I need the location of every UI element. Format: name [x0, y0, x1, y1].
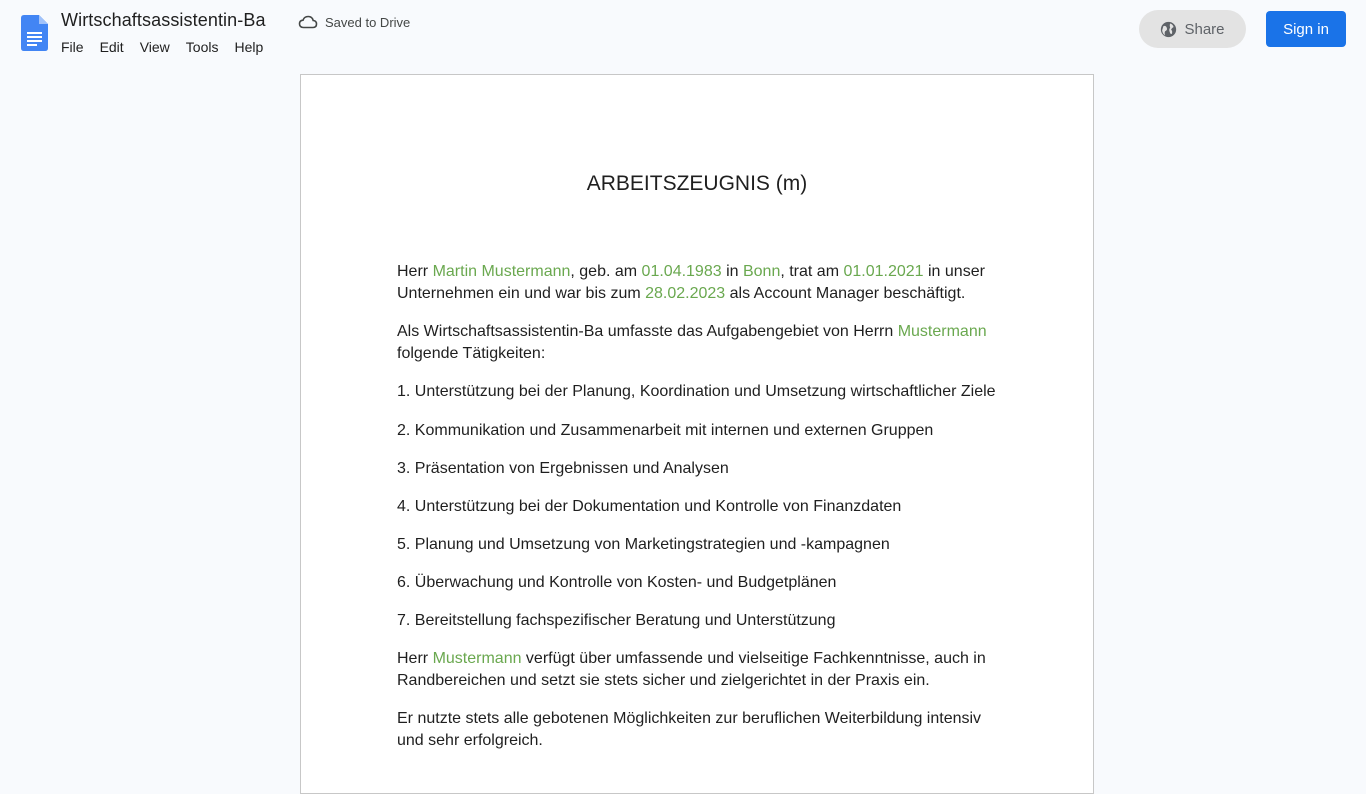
menu-view[interactable]: View: [139, 39, 170, 55]
menu-help[interactable]: Help: [234, 39, 264, 55]
task-item: 5. Planung und Umsetzung von Marketingstrategien und -kampagnen: [397, 536, 890, 553]
document-page[interactable]: [300, 74, 1094, 794]
text-segment: verfügt über umfassende und vielseitige Fachkenntnisse, auch in Randbereichen und setzt sie stets sicher und zielgerichtet in der Praxis ein.: [397, 650, 986, 689]
birth-date: 01.04.1983: [641, 263, 722, 280]
paragraph-training: Er nutzte stets alle gebotenen Möglichkeiten zur beruflichen Weiterbildung intensiv und sehr erfolgreich.: [397, 710, 982, 749]
paragraph-expertise: [397, 648, 1007, 692]
sign-in-button[interactable]: Sign in: [1266, 11, 1346, 47]
globe-icon: [1160, 21, 1177, 38]
text-segment: Herr: [397, 650, 433, 667]
paragraph-employment: [397, 261, 1007, 305]
end-date: 28.02.2023: [645, 285, 726, 302]
task-item: 6. Überwachung und Kontrolle von Kosten- und Budgetplänen: [397, 574, 837, 591]
cloud-done-icon: [298, 13, 318, 31]
text-segment: in unser Unternehmen ein und war bis zum: [397, 263, 985, 302]
employee-surname: Mustermann: [432, 650, 522, 667]
google-docs-icon[interactable]: [21, 15, 48, 51]
document-heading: ARBEITSZEUGNIS (m): [586, 172, 808, 195]
text-segment: Als Wirtschaftsassistentin-Ba umfasste das Aufgabengebiet von Herrn: [397, 323, 898, 340]
share-button[interactable]: [1139, 10, 1246, 48]
employee-surname: Mustermann: [897, 323, 987, 340]
task-item: 7. Bereitstellung fachspezifischer Beratung und Unterstützung: [397, 612, 836, 629]
top-bar: [0, 0, 1366, 64]
save-status: [298, 13, 410, 31]
text-segment: in: [721, 263, 743, 280]
document-title[interactable]: Wirtschaftsassistentin-Ba: [61, 10, 266, 30]
share-label: Share: [1184, 20, 1225, 38]
menu-tools[interactable]: Tools: [185, 39, 219, 55]
menu-file[interactable]: File: [61, 39, 84, 55]
employee-name: Martin Mustermann: [432, 263, 571, 280]
text-segment: Herr: [397, 263, 433, 280]
task-item: 3. Präsentation von Ergebnissen und Analysen: [397, 460, 729, 477]
menu-bar: [53, 36, 271, 58]
start-date: 01.01.2021: [843, 263, 924, 280]
text-segment: , trat am: [780, 263, 844, 280]
text-segment: , geb. am: [570, 263, 642, 280]
task-item: 2. Kommunikation und Zusammenarbeit mit internen und externen Gruppen: [397, 422, 934, 439]
menu-edit[interactable]: Edit: [99, 39, 124, 55]
text-segment: folgende Tätigkeiten:: [397, 345, 546, 362]
birth-city: Bonn: [742, 263, 781, 280]
text-segment: als Account Manager beschäftigt.: [725, 285, 966, 302]
saved-status-label: Saved to Drive: [325, 14, 411, 30]
task-item: 1. Unterstützung bei der Planung, Koordination und Umsetzung wirtschaftlicher Ziele: [397, 383, 996, 400]
task-item: 4. Unterstützung bei der Dokumentation und Kontrolle von Finanzdaten: [397, 498, 902, 515]
paragraph-duties-intro: [397, 321, 1007, 365]
